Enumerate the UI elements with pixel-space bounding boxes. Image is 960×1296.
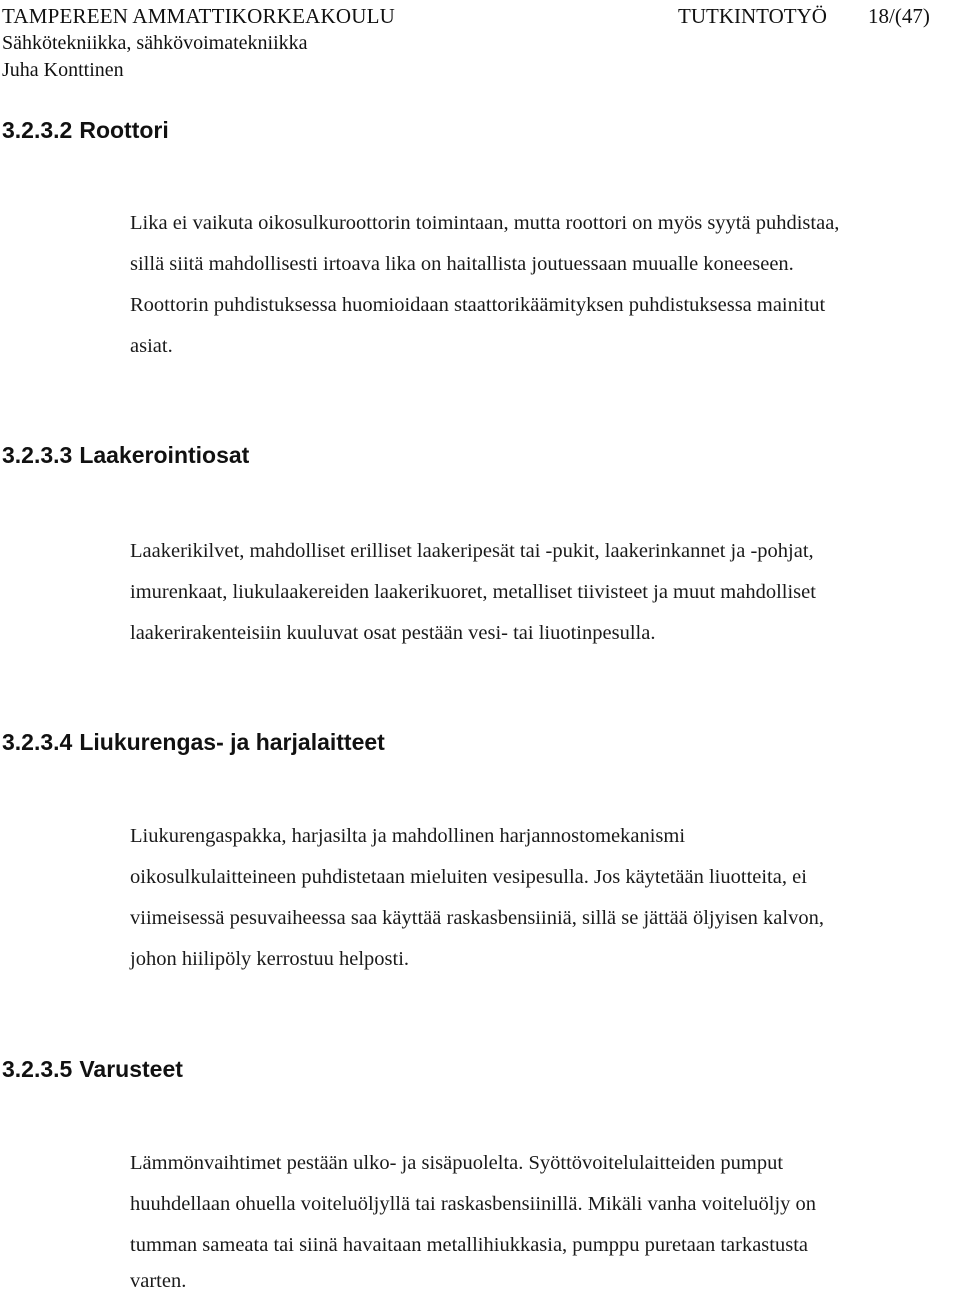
section-heading [2, 1054, 183, 1084]
section-title: Roottori [79, 117, 169, 143]
section-title: Liukurengas- ja harjalaitteet [79, 729, 385, 755]
paragraph-line: johon hiilipöly kerrostuu helposti. [130, 948, 410, 970]
paragraph-line: Roottorin puhdistuksessa huomioidaan staattorikäämityksen puhdistuksessa mainitut [130, 294, 826, 316]
section-number: 3.2.3.2 [2, 117, 73, 143]
paragraph-line: varten. [130, 1270, 187, 1292]
paragraph-line: Lämmönvaihtimet pestään ulko- ja sisäpuolelta. Syöttövoitelulaitteiden pumput [130, 1152, 784, 1174]
paragraph-line: huuhdellaan ohuella voiteluöljyllä tai raskasbensiinillä. Mikäli vanha voiteluöljy on [130, 1193, 817, 1215]
paragraph-line: sillä siitä mahdollisesti irtoava lika on haitallista joutuessaan muualle koneeseen. [130, 253, 794, 275]
header-page-number: 18/(47) [868, 4, 930, 28]
section-title: Varusteet [79, 1056, 183, 1082]
section-title: Laakerointiosat [79, 442, 250, 468]
paragraph-line: viimeisessä pesuvaiheessa saa käyttää raskasbensiiniä, sillä se jättää öljyisen kalvon, [130, 907, 824, 929]
header-author: Juha Konttinen [2, 59, 124, 81]
section-paragraph [130, 816, 960, 980]
section-number: 3.2.3.4 [2, 729, 73, 755]
header-department: Sähkötekniikka, sähkövoimatekniikka [2, 32, 308, 54]
paragraph-line: imurenkaat, liukulaakereiden laakerikuoret, metalliset tiivisteet ja muut mahdolliset [130, 581, 816, 603]
paragraph-line: Liukurengaspakka, harjasilta ja mahdollinen harjannostomekanismi [130, 825, 686, 847]
paragraph-line: Lika ei vaikuta oikosulkuroottorin toimintaan, mutta roottori on myös syytä puhdistaa, [130, 212, 840, 234]
section-number: 3.2.3.5 [2, 1056, 73, 1082]
paragraph-line: oikosulkulaitteineen puhdistetaan mieluiten vesipesulla. Jos käytetään liuotteita, ei [130, 866, 807, 888]
section-number: 3.2.3.3 [2, 442, 73, 468]
paragraph-line: Laakerikilvet, mahdolliset erilliset laakeripesät tai -pukit, laakerinkannet ja -pohjat, [130, 540, 814, 562]
header-institution: TAMPEREEN AMMATTIKORKEAKOULU [2, 4, 395, 28]
section-heading [2, 115, 169, 145]
section-heading [2, 727, 385, 757]
section-heading [2, 440, 249, 470]
header-top-row [2, 2, 958, 30]
section-paragraph [130, 531, 960, 654]
header-doc-type: TUTKINTOTYÖ [678, 4, 827, 28]
section-paragraph [130, 203, 960, 367]
section-paragraph [130, 1143, 960, 1296]
paragraph-line: asiat. [130, 335, 173, 357]
page-header [2, 2, 958, 84]
paragraph-line: tumman sameata tai siinä havaitaan metallihiukkasia, pumppu puretaan tarkastusta [130, 1234, 808, 1256]
paragraph-line: laakerirakenteisiin kuuluvat osat pestään vesi- tai liuotinpesulla. [130, 622, 656, 644]
